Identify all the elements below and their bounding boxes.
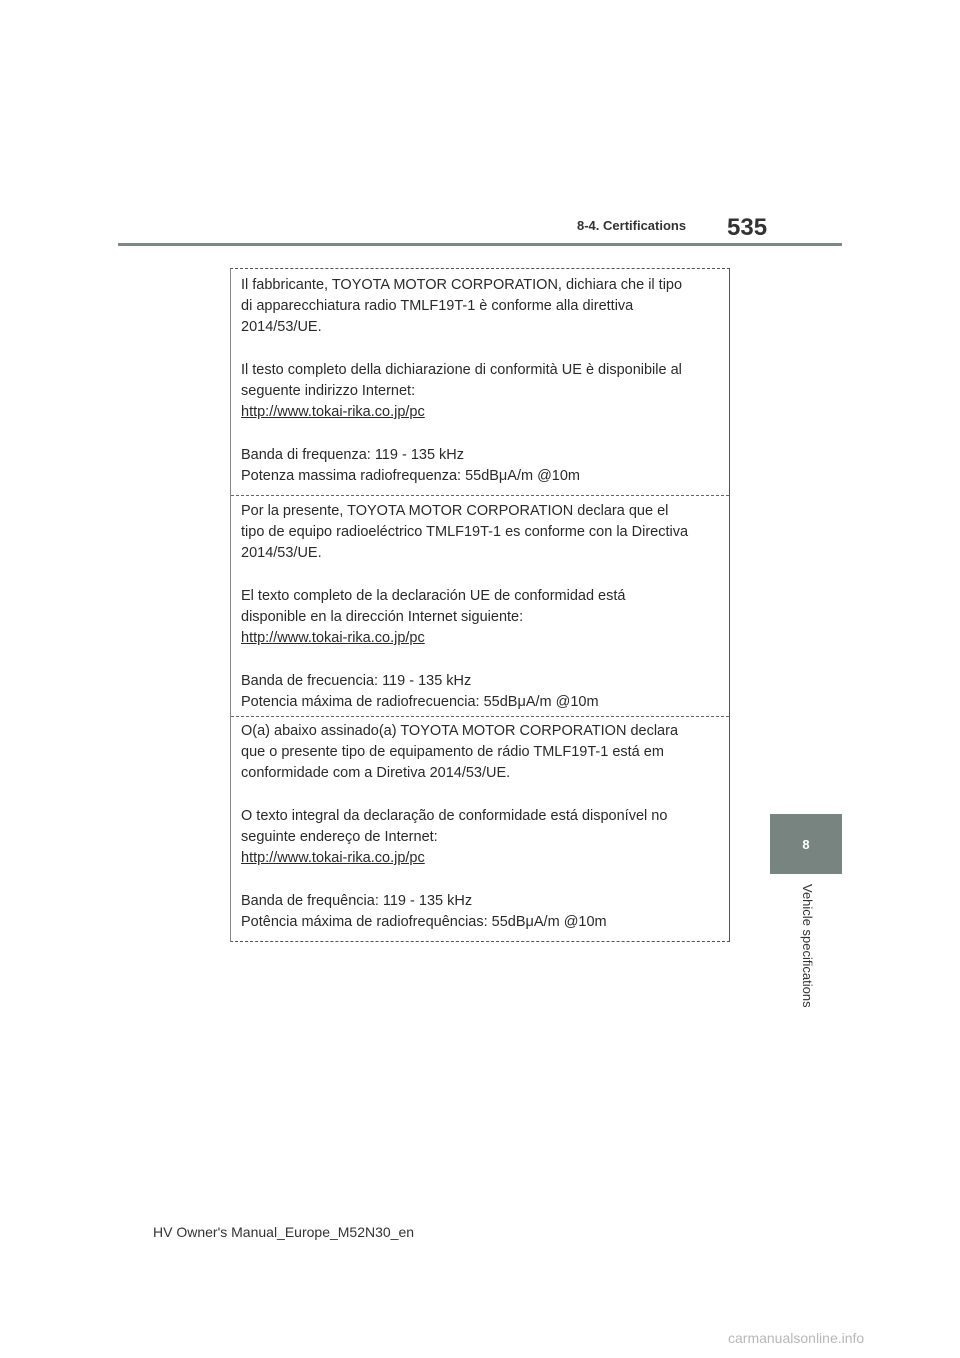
max-power: Potenza massima radiofrequenza: 55dBμA/m @10m	[241, 468, 581, 484]
declaration-url-link[interactable]: http://www.tokai-rika.co.jp/pc	[241, 630, 425, 646]
declaration-url-link[interactable]: http://www.tokai-rika.co.jp/pc	[241, 850, 425, 866]
block-divider	[231, 495, 729, 496]
max-power: Potencia máxima de radiofrecuencia: 55dBμA/m @10m	[241, 694, 599, 710]
text-line: O texto integral da declaração de conformidade está disponível no	[241, 808, 668, 824]
full-text-paragraph	[241, 806, 715, 869]
frequency-paragraph	[241, 671, 715, 713]
cert-block-spanish	[231, 501, 729, 713]
declaration-paragraph	[241, 275, 715, 338]
frequency-band: Banda de frequência: 119 - 135 kHz	[241, 893, 473, 909]
certification-box	[230, 268, 730, 942]
full-text-paragraph	[241, 360, 715, 423]
header-rule	[118, 243, 842, 246]
text-line: que o presente tipo de equipamento de rádio TMLF19T-1 está em	[241, 744, 664, 760]
page-number: 535	[727, 214, 768, 241]
chapter-tab[interactable]	[770, 814, 842, 874]
chapter-side-label: Vehicle specifications	[800, 884, 815, 1008]
declaration-paragraph	[241, 721, 715, 784]
text-line: El texto completo de la declaración UE de conformidad está	[241, 588, 626, 604]
frequency-band: Banda di frequenza: 119 - 135 kHz	[241, 447, 465, 463]
text-line: tipo de equipo radioeléctrico TMLF19T-1 es conforme con la Directiva	[241, 524, 689, 540]
declaration-url-link[interactable]: http://www.tokai-rika.co.jp/pc	[241, 404, 425, 420]
manual-footer: HV Owner's Manual_Europe_M52N30_en	[153, 1224, 415, 1240]
frequency-paragraph	[241, 445, 715, 487]
max-power: Potência máxima de radiofrequências: 55dBμA/m @10m	[241, 914, 607, 930]
block-divider	[231, 716, 729, 717]
cert-block-italian	[231, 275, 729, 487]
text-line: O(a) abaixo assinado(a) TOYOTA MOTOR CORPORATION declara	[241, 723, 679, 739]
section-title: 8-4. Certifications	[577, 218, 687, 233]
text-line: Por la presente, TOYOTA MOTOR CORPORATION declara que el	[241, 503, 669, 519]
text-line: Il testo completo della dichiarazione di conformità UE è disponibile al	[241, 362, 682, 378]
text-line: 2014/53/UE.	[241, 319, 322, 335]
watermark: carmanualsonline.info	[728, 1330, 865, 1346]
frequency-band: Banda de frecuencia: 119 - 135 kHz	[241, 673, 472, 689]
declaration-paragraph	[241, 501, 715, 564]
chapter-number: 8	[802, 836, 810, 852]
text-line: conformidade com a Diretiva 2014/53/UE.	[241, 765, 511, 781]
text-line: di apparecchiatura radio TMLF19T-1 è conforme alla direttiva	[241, 298, 634, 314]
full-text-paragraph	[241, 586, 715, 649]
text-line: 2014/53/UE.	[241, 545, 322, 561]
frequency-paragraph	[241, 891, 715, 933]
text-line: Il fabbricante, TOYOTA MOTOR CORPORATION, dichiara che il tipo	[241, 277, 683, 293]
cert-block-portuguese	[231, 721, 729, 933]
text-line: disponible en la dirección Internet siguiente:	[241, 609, 524, 625]
text-line: seguente indirizzo Internet:	[241, 383, 416, 399]
text-line: seguinte endereço de Internet:	[241, 829, 438, 845]
